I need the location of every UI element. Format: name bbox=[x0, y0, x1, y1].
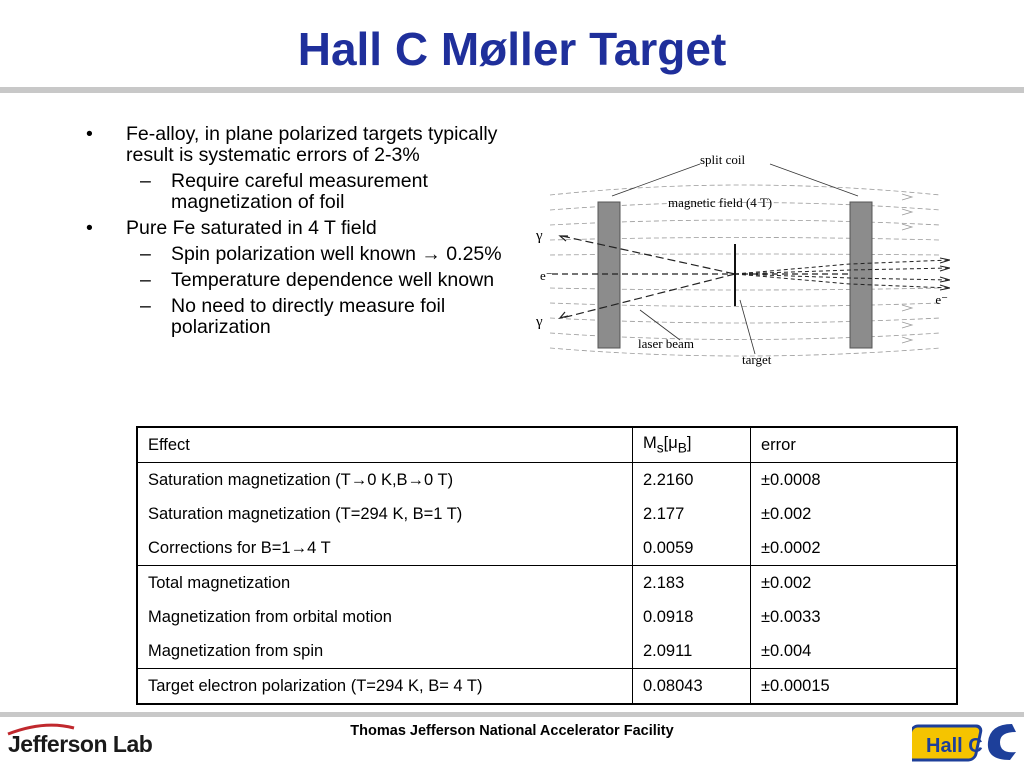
sub-bullet-item bbox=[82, 244, 502, 265]
sub-bullet-text: Spin polarization well known → 0.25% bbox=[171, 243, 502, 265]
footer-organization: Thomas Jefferson National Accelerator Facility bbox=[350, 723, 674, 739]
row-ms: 0.08043 bbox=[633, 669, 751, 705]
left-coil bbox=[598, 202, 620, 348]
magnetic-field-label: magnetic field (4 T) bbox=[668, 195, 773, 210]
slide-title: Hall C Møller Target bbox=[297, 23, 727, 75]
row-effect: Corrections for B=1→4 T bbox=[137, 531, 633, 566]
title-divider bbox=[0, 87, 1024, 93]
header-ms-close: ] bbox=[686, 434, 692, 453]
gamma-label-top: γ bbox=[536, 228, 543, 244]
sub-bullet-marker: – bbox=[140, 243, 151, 265]
row-effect: Magnetization from orbital motion bbox=[137, 600, 633, 634]
row-error: ±0.002 bbox=[751, 566, 958, 601]
sub-bullet-marker: – bbox=[140, 269, 151, 291]
row-effect: Magnetization from spin bbox=[137, 634, 633, 669]
row-ms: 2.177 bbox=[633, 497, 751, 531]
row-error: ±0.0033 bbox=[751, 600, 958, 634]
row-ms: 2.183 bbox=[633, 566, 751, 601]
row-effect: Saturation magnetization (T=294 K, B=1 T) bbox=[137, 497, 633, 531]
sub-bullet-item bbox=[82, 296, 502, 338]
row-effect: Target electron polarization (T=294 K, B= 4 T) bbox=[137, 669, 633, 705]
sub-bullet-item bbox=[82, 171, 502, 213]
row-error: ±0.0008 bbox=[751, 463, 958, 498]
sub-bullet-text: No need to directly measure foil polarization bbox=[171, 295, 446, 338]
target-label: target bbox=[742, 352, 772, 367]
sub-bullet-item bbox=[82, 270, 502, 291]
bullet-text: Pure Fe saturated in 4 T field bbox=[126, 217, 377, 239]
row-ms: 0.0059 bbox=[633, 531, 751, 566]
row-error: ±0.0002 bbox=[751, 531, 958, 566]
row-ms: 0.0918 bbox=[633, 600, 751, 634]
gamma-out-line bbox=[562, 274, 735, 318]
laser-beam-label: laser beam bbox=[638, 336, 694, 351]
row-error: ±0.002 bbox=[751, 497, 958, 531]
bullet-list bbox=[82, 124, 502, 343]
moller-target-diagram bbox=[530, 140, 950, 370]
jefferson-lab-logo: Jefferson Lab bbox=[8, 731, 153, 757]
header-error: error bbox=[751, 427, 958, 463]
header-ms-open: [μ bbox=[663, 434, 678, 453]
row-ms: 2.2160 bbox=[633, 463, 751, 498]
row-error: ±0.004 bbox=[751, 634, 958, 669]
hall-c-logo bbox=[912, 716, 1022, 766]
row-effect: Total magnetization bbox=[137, 566, 633, 601]
footer-divider bbox=[0, 712, 1024, 717]
header-ms bbox=[633, 427, 751, 463]
gamma-in-line bbox=[562, 236, 735, 274]
table-row bbox=[137, 669, 957, 705]
hall-c-logo-text: Hall C bbox=[926, 735, 983, 757]
header-ms-sub2: B bbox=[677, 440, 687, 456]
row-ms: 2.0911 bbox=[633, 634, 751, 669]
header-effect: Effect bbox=[137, 427, 633, 463]
magnetization-table bbox=[136, 426, 958, 705]
sub-bullet-text: Require careful measurement magnetization of foil bbox=[171, 170, 428, 213]
row-effect: Saturation magnetization (T→0 K,B→0 T) bbox=[137, 463, 633, 498]
table-row bbox=[137, 634, 957, 669]
sub-bullet-marker: – bbox=[140, 295, 151, 317]
electron-out-label: e⁻ bbox=[935, 292, 948, 307]
table-row bbox=[137, 463, 957, 498]
header-ms-sub: s bbox=[656, 440, 664, 456]
table-row bbox=[137, 531, 957, 566]
sub-bullet-marker: – bbox=[140, 170, 151, 192]
bullet-item bbox=[82, 218, 502, 239]
electron-in-label: e⁻ bbox=[540, 268, 553, 283]
table-row bbox=[137, 566, 957, 601]
row-error: ±0.00015 bbox=[751, 669, 958, 705]
bullet-item bbox=[82, 124, 502, 166]
gamma-label-bottom: γ bbox=[536, 314, 543, 330]
right-coil bbox=[850, 202, 872, 348]
table-header-row bbox=[137, 427, 957, 463]
header-ms-main: M bbox=[643, 434, 657, 453]
sub-bullet-text: Temperature dependence well known bbox=[171, 269, 495, 291]
table-row bbox=[137, 600, 957, 634]
bullet-text: Fe-alloy, in plane polarized targets typically result is systematic errors of 2-3% bbox=[126, 123, 498, 166]
bullet-marker: • bbox=[86, 217, 93, 239]
split-coil-label: split coil bbox=[700, 152, 746, 167]
table-row bbox=[137, 497, 957, 531]
bullet-marker: • bbox=[86, 123, 93, 145]
